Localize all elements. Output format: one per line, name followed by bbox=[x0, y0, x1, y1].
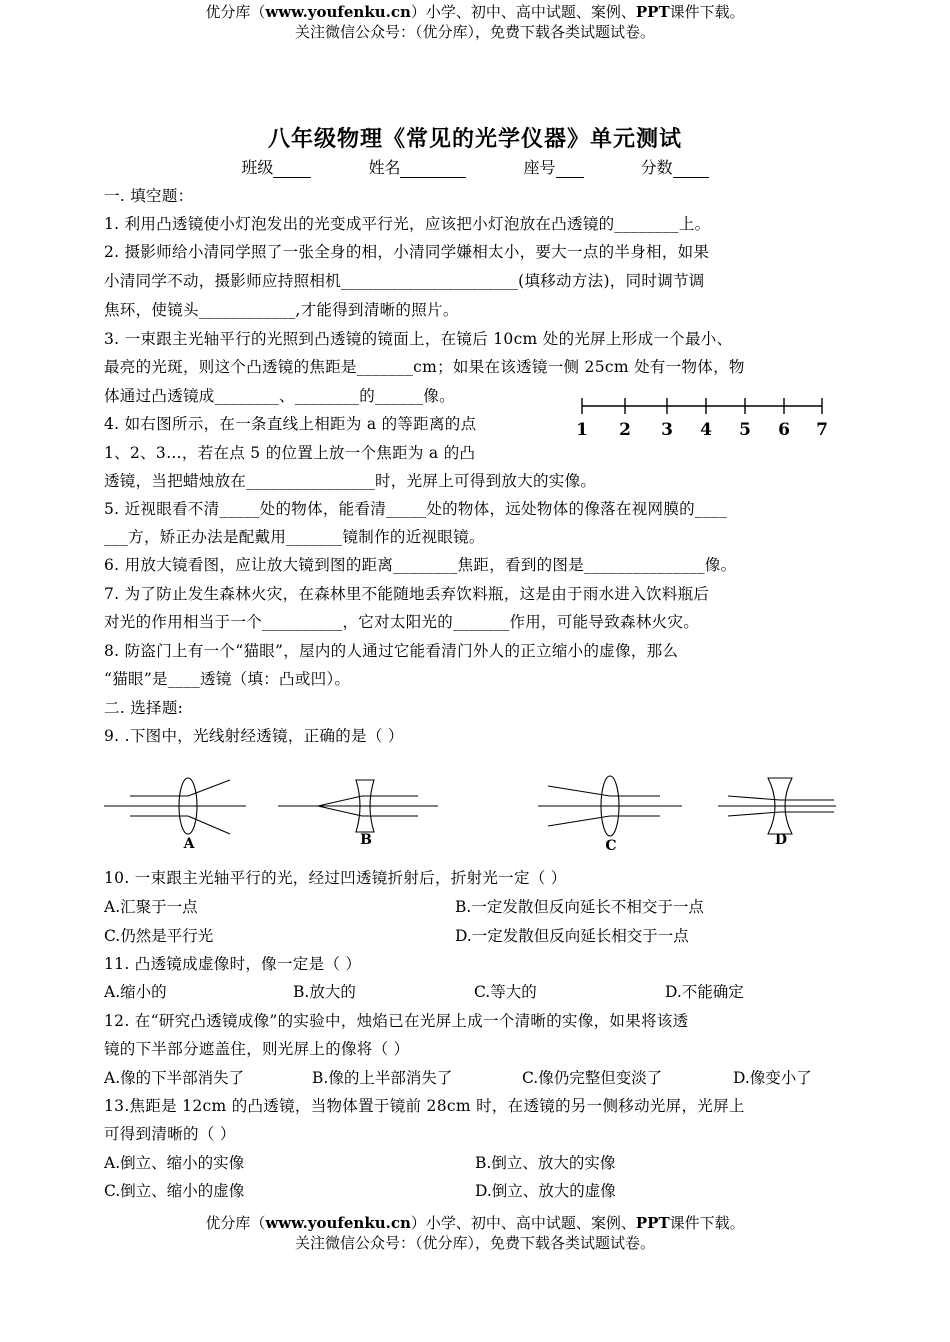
ruler-label-5: 5 bbox=[739, 420, 751, 440]
page-header-line1: 优分库（www.youfenku.cn）小学、初中、高中试题、案例、PPT课件下载。 bbox=[205, 3, 745, 21]
question-3-line1: 3. 一束跟主光轴平行的光照到凸透镜的镜面上，在镜后 10cm 处的光屏上形成一个最小、 bbox=[104, 330, 733, 348]
q10-option-c: C.仍然是平行光 bbox=[104, 927, 214, 945]
q13-option-d: D.倒立、放大的虚像 bbox=[475, 1182, 616, 1200]
q13-option-b: B.倒立、放大的实像 bbox=[475, 1154, 616, 1172]
question-3-line2: 最亮的光斑，则这个凸透镜的焦距是_______cm；如果在该透镜一侧 25cm 处有一物体，物 bbox=[104, 358, 745, 376]
question-2-line2: 小清同学不动，摄影师应持照相机______________________(填移动方法)，同时调节调 bbox=[104, 272, 705, 290]
lens-diagram-d bbox=[718, 778, 836, 834]
question-13-line2: 可得到清晰的（ ） bbox=[104, 1125, 236, 1143]
class-field: 班级 bbox=[241, 155, 311, 178]
score-field: 分数 bbox=[641, 155, 709, 178]
ruler-label-2: 2 bbox=[619, 420, 631, 440]
number-line-diagram bbox=[570, 392, 835, 442]
page-footer-line1: 优分库（www.youfenku.cn）小学、初中、高中试题、案例、PPT课件下载。 bbox=[205, 1214, 745, 1232]
ruler-label-3: 3 bbox=[661, 420, 673, 440]
lens-label-c: C bbox=[605, 838, 617, 854]
name-field: 姓名 bbox=[368, 155, 466, 178]
question-4-line1: 4. 如右图所示，在一条直线上相距为 a 的等距离的点 bbox=[104, 415, 477, 433]
ruler-label-7: 7 bbox=[816, 420, 828, 440]
q12-option-c: C.像仍完整但变淡了 bbox=[522, 1069, 663, 1087]
q12-option-b: B.像的上半部消失了 bbox=[312, 1069, 453, 1087]
q11-option-b: B.放大的 bbox=[293, 983, 356, 1001]
question-7-line1: 7. 为了防止发生森林火灾，在森林里不能随地丢弃饮料瓶，这是由于雨水进入饮料瓶后 bbox=[104, 585, 710, 603]
question-11: 11. 凸透镜成虚像时，像一定是（ ） bbox=[104, 955, 362, 973]
lens-label-d: D bbox=[774, 832, 788, 848]
question-5-line1: 5. 近视眼看不清_____处的物体，能看清_____处的物体，远处物体的像落在视网膜的____ bbox=[104, 500, 728, 518]
question-3-line3: 体通过凸透镜成________、________的______像。 bbox=[104, 387, 455, 405]
section-choice-heading: 二. 选择题: bbox=[104, 699, 184, 717]
q13-option-a: A.倒立、缩小的实像 bbox=[104, 1154, 245, 1172]
question-2-line3: 焦环，使镜头____________,才能得到清晰的照片。 bbox=[104, 301, 459, 319]
q11-option-d: D.不能确定 bbox=[665, 983, 744, 1001]
question-1: 1. 利用凸透镜使小灯泡发出的光变成平行光，应该把小灯泡放在凸透镜的________上。 bbox=[104, 215, 711, 233]
question-10: 10. 一束跟主光轴平行的光，经过凹透镜折射后，折射光一定（ ） bbox=[104, 869, 567, 887]
ruler-label-4: 4 bbox=[700, 420, 712, 440]
question-5-line2: ___方，矫正办法是配戴用_______镜制作的近视眼镜。 bbox=[104, 528, 485, 546]
seat-field: 座号 bbox=[524, 155, 584, 178]
question-8-line2: “猫眼”是____透镜（填：凸或凹）。 bbox=[104, 670, 351, 688]
question-7-line2: 对光的作用相当于一个__________，它对太阳光的_______作用，可能导致森林火灾。 bbox=[104, 613, 700, 631]
page-title: 八年级物理《常见的光学仪器》单元测试 bbox=[267, 126, 682, 152]
q10-option-d: D.一定发散但反向延长相交于一点 bbox=[455, 927, 689, 945]
question-12-line1: 12. 在“研究凸透镜成像”的实验中，烛焰已在光屏上成一个清晰的实像，如果将该透 bbox=[104, 1012, 689, 1030]
q10-option-a: A.汇聚于一点 bbox=[104, 898, 198, 916]
question-12-line2: 镜的下半部分遮盖住，则光屏上的像将（ ） bbox=[104, 1040, 410, 1058]
q12-option-a: A.像的下半部消失了 bbox=[104, 1069, 245, 1087]
ruler-label-6: 6 bbox=[778, 420, 790, 440]
lens-diagram-a bbox=[104, 778, 246, 834]
q13-option-c: C.倒立、缩小的虚像 bbox=[104, 1182, 245, 1200]
ruler-label-1: 1 bbox=[576, 420, 588, 440]
question-8-line1: 8. 防盗门上有一个“猫眼”，屋内的人通过它能看清门外人的正立缩小的虚像，那么 bbox=[104, 642, 679, 660]
q12-option-d: D.像变小了 bbox=[733, 1069, 812, 1087]
section-fill-heading: 一. 填空题： bbox=[104, 187, 194, 205]
lens-diagrams bbox=[100, 772, 840, 854]
lens-label-b: B bbox=[360, 832, 372, 848]
question-13-line1: 13.焦距是 12cm 的凸透镜，当物体置于镜前 28cm 时，在透镜的另一侧移动光屏，光屏上 bbox=[104, 1097, 745, 1115]
q11-option-a: A.缩小的 bbox=[104, 983, 167, 1001]
question-2-line1: 2. 摄影师给小清同学照了一张全身的相，小清同学嫌相太小，要大一点的半身相，如果 bbox=[104, 243, 710, 261]
question-9: 9. .下图中，光线射经透镜，正确的是（ ） bbox=[104, 727, 404, 745]
question-4-line3: 透镜，当把蜡烛放在________________时，光屏上可得到放大的实像。 bbox=[104, 472, 597, 490]
question-4-line2: 1、2、3…，若在点 5 的位置上放一个焦距为 a 的凸 bbox=[104, 444, 476, 462]
page-header-line2: 关注微信公众号：（优分库），免费下载各类试题试卷。 bbox=[294, 23, 655, 41]
lens-label-a: A bbox=[183, 836, 195, 852]
q11-option-c: C.等大的 bbox=[474, 983, 537, 1001]
lens-diagram-c bbox=[538, 776, 682, 836]
lens-diagram-b bbox=[278, 780, 438, 832]
q10-option-b: B.一定发散但反向延长不相交于一点 bbox=[455, 898, 704, 916]
page-footer-line2: 关注微信公众号：（优分库），免费下载各类试题试卷。 bbox=[294, 1234, 655, 1252]
question-6: 6. 用放大镜看图，应让放大镜到图的距离________焦距，看到的图是_______________像。 bbox=[104, 556, 737, 574]
student-info-fields bbox=[0, 155, 950, 178]
